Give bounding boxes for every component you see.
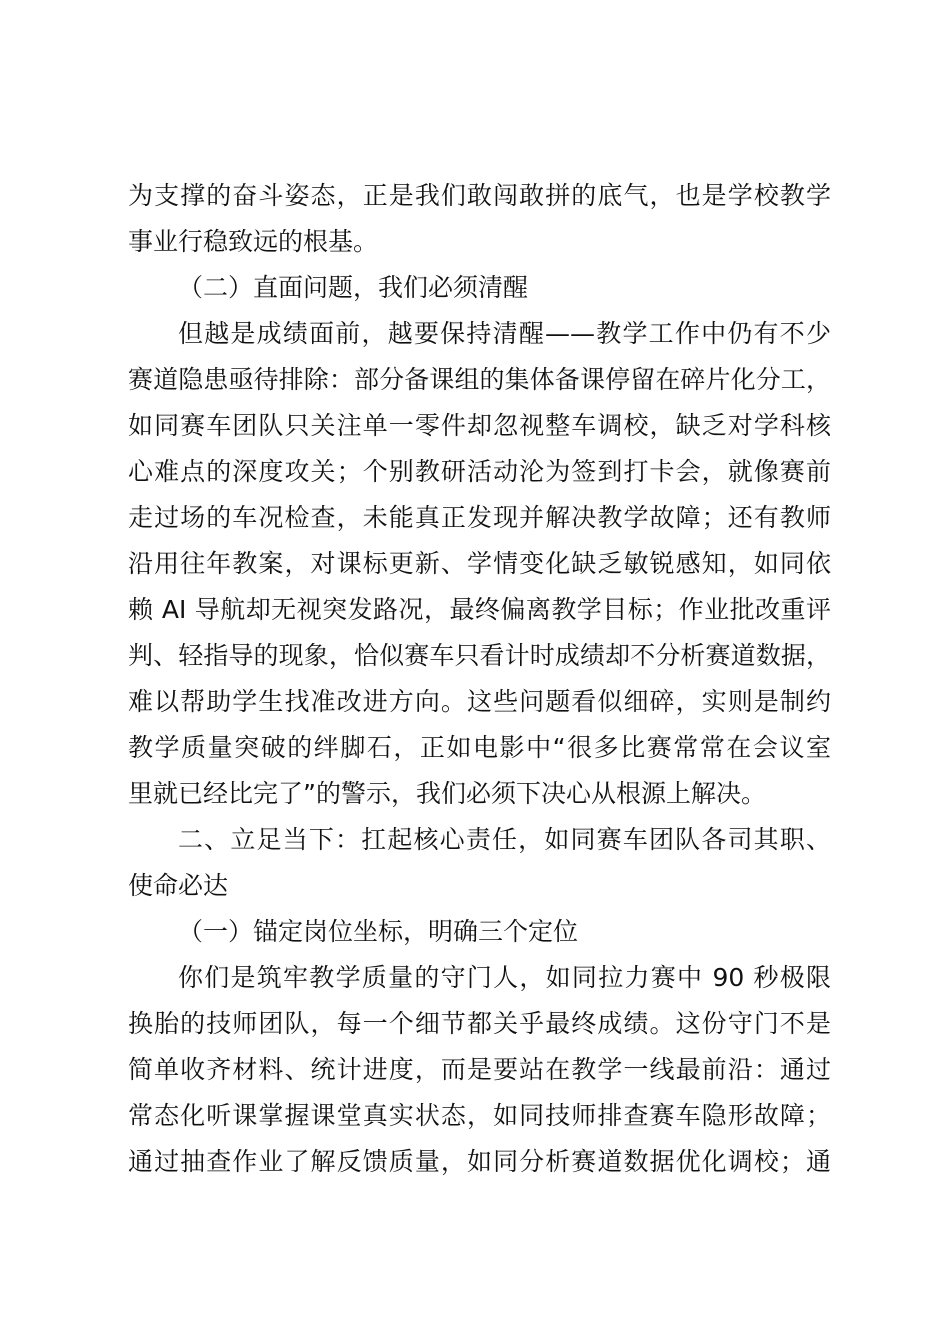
text-line-7: 心难点的深度攻关；个别教研活动沦为签到打卡会，就像赛前 <box>128 457 831 486</box>
section-heading-2: 二、立足当下：扛起核心责任，如同赛车团队各司其职、 <box>178 825 831 854</box>
text-line-1: 为支撑的奋斗姿态，正是我们敢闯敢拼的底气，也是学校教学 <box>128 181 831 210</box>
text-line-18: 你们是筑牢教学质量的守门人，如同拉力赛中 90 秒极限 <box>178 963 831 992</box>
text-line-5: 赛道隐患亟待排除：部分备课组的集体备课停留在碎片化分工， <box>128 365 831 394</box>
text-line-9: 沿用往年教案，对课标更新、学情变化缺乏敏锐感知，如同依 <box>128 549 831 578</box>
text-line-19: 换胎的技师团队，每一个细节都关乎最终成绩。这份守门不是 <box>128 1009 831 1038</box>
text-line-22: 通过抽查作业了解反馈质量，如同分析赛道数据优化调校；通 <box>128 1147 831 1176</box>
section-heading-2-2: （二）直面问题，我们必须清醒 <box>178 273 529 302</box>
text-line-6: 如同赛车团队只关注单一零件却忽视整车调校，缺乏对学科核 <box>128 411 831 440</box>
text-line-21: 常态化听课掌握课堂真实状态，如同技师排查赛车隐形故障； <box>128 1101 831 1130</box>
text-line-20: 简单收齐材料、统计进度，而是要站在教学一线最前沿：通过 <box>128 1055 831 1084</box>
section-heading-2-cont: 使命必达 <box>128 871 229 900</box>
text-line-14: 里就已经比完了”的警示，我们必须下决心从根源上解决。 <box>128 779 766 808</box>
section-heading-2-1: （一）锚定岗位坐标，明确三个定位 <box>178 917 579 946</box>
text-line-2: 事业行稳致远的根基。 <box>128 227 379 256</box>
text-line-8: 走过场的车况检查，未能真正发现并解决教学故障；还有教师 <box>128 503 831 532</box>
text-line-4: 但越是成绩面前，越要保持清醒——教学工作中仍有不少 <box>178 319 831 348</box>
text-line-12: 难以帮助学生找准改进方向。这些问题看似细碎，实则是制约 <box>128 687 831 716</box>
text-line-13: 教学质量突破的绊脚石，正如电影中“很多比赛常常在会议室 <box>128 733 831 762</box>
text-line-11: 判、轻指导的现象，恰似赛车只看计时成绩却不分析赛道数据， <box>128 641 831 670</box>
text-line-10: 赖 AI 导航却无视突发路况，最终偏离教学目标；作业批改重评 <box>128 595 831 624</box>
